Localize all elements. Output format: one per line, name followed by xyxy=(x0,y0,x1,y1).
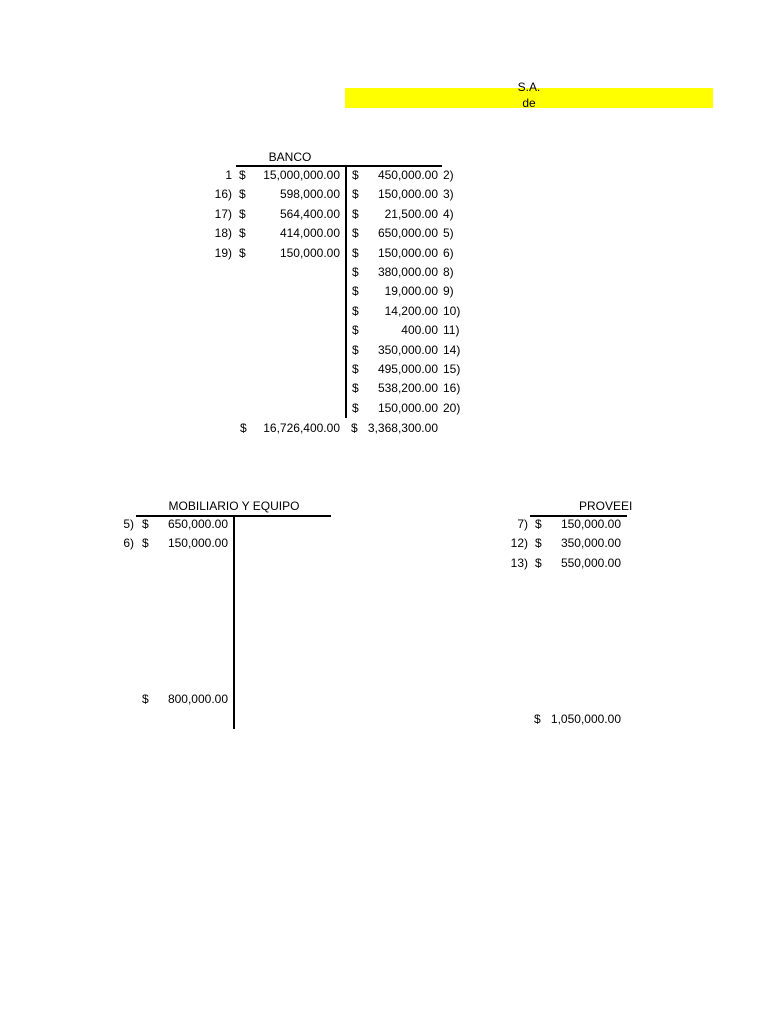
banco-credit-row xyxy=(0,263,768,282)
banco-credit-row xyxy=(0,399,768,418)
entry-amount: 21,500.00 xyxy=(384,207,438,221)
entry-ref: 8) xyxy=(443,265,454,279)
banco-total-credit-amount: 3,368,300.00 xyxy=(367,421,438,435)
banco-credit-row xyxy=(0,185,768,204)
entry-amount: 538,200.00 xyxy=(377,381,438,395)
entry-amount: 598,000.00 xyxy=(279,187,340,201)
entry-ref: 19) xyxy=(214,246,232,260)
entry-currency: $ xyxy=(352,168,359,182)
banco-credit-row xyxy=(0,360,768,379)
banco-credit-row xyxy=(0,379,768,398)
entry-currency: $ xyxy=(352,401,359,415)
entry-amount: 550,000.00 xyxy=(560,556,621,570)
entry-ref: 5) xyxy=(443,226,454,240)
entry-amount: 150,000.00 xyxy=(560,517,621,531)
entry-ref: 6) xyxy=(123,536,134,550)
entry-currency: $ xyxy=(239,207,246,221)
mobiliario-title: MOBILIARIO Y EQUIPO xyxy=(168,499,300,513)
entry-amount: 19,000.00 xyxy=(384,284,438,298)
banco-total-debit-currency: $ xyxy=(240,421,247,435)
entry-ref: 11) xyxy=(443,323,460,337)
entry-currency: $ xyxy=(535,517,542,531)
proveedores-title: PROVEEI xyxy=(579,499,633,513)
entry-ref: 20) xyxy=(443,401,461,415)
banco-credit-row xyxy=(0,166,768,185)
company-name-line1: S.A. xyxy=(517,80,541,94)
entry-ref: 12) xyxy=(510,536,528,550)
entry-currency: $ xyxy=(352,246,359,260)
banco-credit-row xyxy=(0,282,768,301)
entry-currency: $ xyxy=(239,168,246,182)
entry-currency: $ xyxy=(352,226,359,240)
entry-currency: $ xyxy=(352,381,359,395)
entry-ref: 15) xyxy=(443,362,461,376)
entry-ref: 16) xyxy=(443,381,461,395)
entry-amount: 400.00 xyxy=(401,323,438,337)
entry-amount: 350,000.00 xyxy=(377,343,438,357)
proveedores-total-currency: $ xyxy=(534,712,541,726)
entry-ref: 18) xyxy=(214,226,232,240)
banco-credit-row xyxy=(0,205,768,224)
proveedores-entry-row xyxy=(0,515,768,534)
entry-amount: 414,000.00 xyxy=(279,226,340,240)
entry-currency: $ xyxy=(352,265,359,279)
entry-ref: 14) xyxy=(443,343,461,357)
entry-ref: 1 xyxy=(225,168,232,182)
mobiliario-total-currency: $ xyxy=(142,692,149,706)
entry-ref: 3) xyxy=(443,187,454,201)
entry-currency: $ xyxy=(239,187,246,201)
mobiliario-total-amount: 800,000.00 xyxy=(167,692,228,706)
entry-ref: 13) xyxy=(510,556,528,570)
entry-amount: 150,000.00 xyxy=(377,187,438,201)
entry-amount: 564,400.00 xyxy=(279,207,340,221)
banco-credit-row xyxy=(0,321,768,340)
entry-ref: 2) xyxy=(443,168,454,182)
banco-total-credit-currency: $ xyxy=(351,421,358,435)
entry-currency: $ xyxy=(352,343,359,357)
entry-currency: $ xyxy=(352,284,359,298)
entry-currency: $ xyxy=(352,323,359,337)
entry-currency: $ xyxy=(352,187,359,201)
company-header-banner xyxy=(345,80,713,110)
entry-ref: 10) xyxy=(443,304,461,318)
entry-amount: 650,000.00 xyxy=(167,517,228,531)
banco-credit-row xyxy=(0,224,768,243)
entry-amount: 150,000.00 xyxy=(377,246,438,260)
entry-amount: 150,000.00 xyxy=(279,246,340,260)
entry-amount: 350,000.00 xyxy=(560,536,621,550)
entry-amount: 150,000.00 xyxy=(377,401,438,415)
entry-amount: 495,000.00 xyxy=(377,362,438,376)
entry-ref: 9) xyxy=(443,284,454,298)
proveedores-total-amount: 1,050,000.00 xyxy=(550,712,621,726)
banco-credit-row xyxy=(0,341,768,360)
entry-currency: $ xyxy=(352,362,359,376)
entry-currency: $ xyxy=(239,226,246,240)
entry-ref: 7) xyxy=(517,517,528,531)
entry-currency: $ xyxy=(352,207,359,221)
entry-currency: $ xyxy=(142,517,149,531)
entry-currency: $ xyxy=(535,556,542,570)
entry-amount: 380,000.00 xyxy=(377,265,438,279)
entry-amount: 650,000.00 xyxy=(377,226,438,240)
proveedores-entry-row xyxy=(0,534,768,553)
entry-amount: 14,200.00 xyxy=(384,304,438,318)
banco-credit-row xyxy=(0,302,768,321)
entry-amount: 450,000.00 xyxy=(377,168,438,182)
banco-credit-row xyxy=(0,244,768,263)
entry-ref: 4) xyxy=(443,207,454,221)
banco-title: BANCO xyxy=(268,150,312,164)
entry-amount: 150,000.00 xyxy=(167,536,228,550)
proveedores-entry-row xyxy=(0,554,768,573)
banco-total-debit-amount: 16,726,400.00 xyxy=(263,421,340,435)
banco-totals-row xyxy=(0,419,768,438)
entry-currency: $ xyxy=(239,246,246,260)
entry-currency: $ xyxy=(535,536,542,550)
proveedores-totals-row xyxy=(0,710,768,729)
entry-ref: 6) xyxy=(443,246,454,260)
entry-ref: 17) xyxy=(214,207,232,221)
entry-currency: $ xyxy=(352,304,359,318)
entry-currency: $ xyxy=(142,536,149,550)
entry-ref: 5) xyxy=(123,517,134,531)
mobiliario-totals-row xyxy=(0,690,768,709)
entry-amount: 15,000,000.00 xyxy=(263,168,340,182)
entry-ref: 16) xyxy=(214,187,232,201)
company-name-line2: de xyxy=(522,96,536,110)
